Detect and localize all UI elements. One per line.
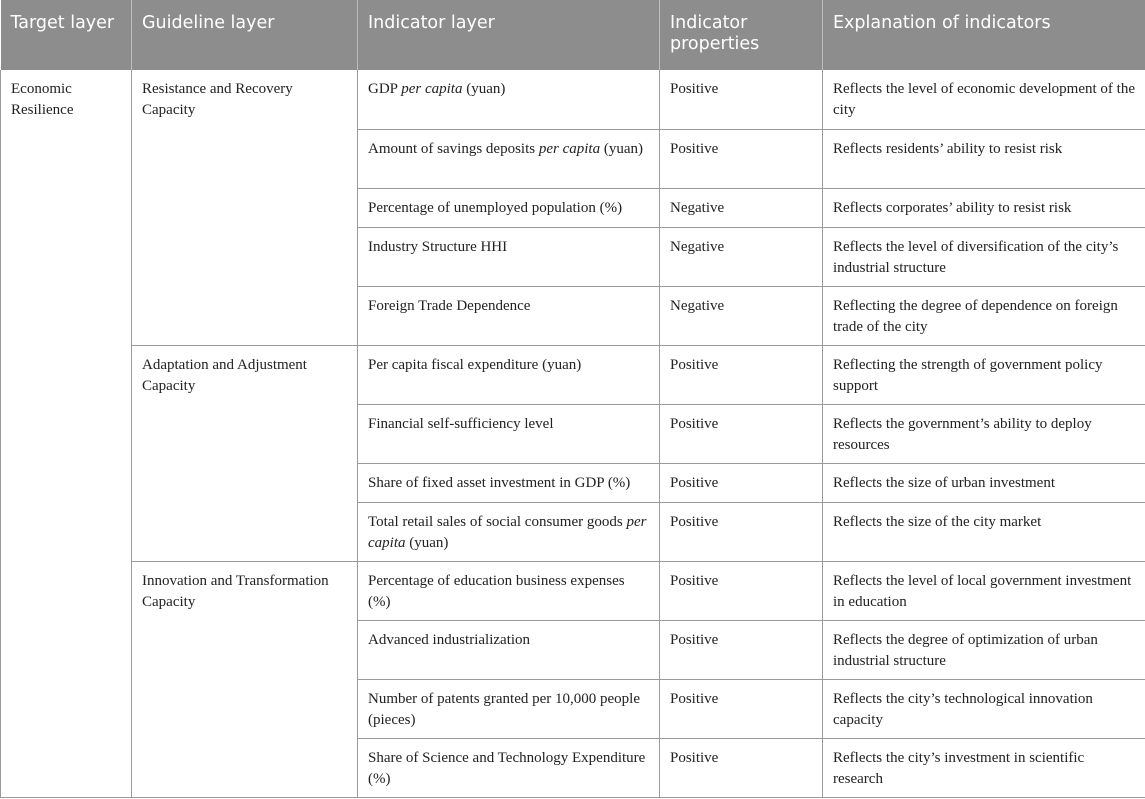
- indicator-cell: Share of fixed asset investment in GDP (%): [358, 463, 660, 502]
- property-cell: Positive: [660, 679, 823, 738]
- explanation-cell: Reflects the degree of optimization of urban industrial structure: [823, 620, 1145, 679]
- explanation-cell: Reflects residents’ ability to resist risk: [823, 129, 1145, 188]
- property-cell: Negative: [660, 188, 823, 227]
- indicator-cell: Financial self-sufficiency level: [358, 404, 660, 463]
- header-guideline-layer: Guideline layer: [132, 0, 358, 70]
- indicator-cell: Amount of savings deposits per capita (yuan): [358, 129, 660, 188]
- explanation-cell: Reflects corporates’ ability to resist risk: [823, 188, 1145, 227]
- property-cell: Negative: [660, 286, 823, 345]
- indicator-cell: Industry Structure HHI: [358, 227, 660, 286]
- header-explanation: Explanation of indicators: [823, 0, 1145, 70]
- explanation-cell: Reflects the city’s technological innovation capacity: [823, 679, 1145, 738]
- property-cell: Positive: [660, 502, 823, 561]
- explanation-cell: Reflects the level of economic development of the city: [823, 70, 1145, 129]
- indicator-cell: Share of Science and Technology Expenditure (%): [358, 738, 660, 797]
- property-cell: Positive: [660, 129, 823, 188]
- explanation-cell: Reflects the level of local government investment in education: [823, 561, 1145, 620]
- explanation-cell: Reflects the government’s ability to deploy resources: [823, 404, 1145, 463]
- header-target-layer: Target layer: [1, 0, 132, 70]
- property-cell: Positive: [660, 345, 823, 404]
- indicator-cell: Foreign Trade Dependence: [358, 286, 660, 345]
- property-cell: Positive: [660, 561, 823, 620]
- guideline-cell: Resistance and Recovery Capacity: [132, 70, 358, 345]
- table-row: [1, 561, 1145, 620]
- property-cell: Positive: [660, 620, 823, 679]
- header-indicator-layer: Indicator layer: [358, 0, 660, 70]
- explanation-cell: Reflects the size of urban investment: [823, 463, 1145, 502]
- property-cell: Negative: [660, 227, 823, 286]
- explanation-cell: Reflects the size of the city market: [823, 502, 1145, 561]
- property-cell: Positive: [660, 404, 823, 463]
- property-cell: Positive: [660, 70, 823, 129]
- explanation-cell: Reflects the city’s investment in scientific research: [823, 738, 1145, 797]
- explanation-cell: Reflecting the degree of dependence on foreign trade of the city: [823, 286, 1145, 345]
- indicator-cell: Percentage of unemployed population (%): [358, 188, 660, 227]
- indicator-cell: Advanced industrialization: [358, 620, 660, 679]
- table-row: [1, 70, 1145, 129]
- indicator-cell: Total retail sales of social consumer goods per capita (yuan): [358, 502, 660, 561]
- header-row: [1, 0, 1145, 70]
- explanation-cell: Reflects the level of diversification of the city’s industrial structure: [823, 227, 1145, 286]
- target-layer-cell: Economic Resilience: [1, 70, 132, 797]
- indicator-cell: GDP per capita (yuan): [358, 70, 660, 129]
- table-row: [1, 345, 1145, 404]
- indicator-cell: Number of patents granted per 10,000 people (pieces): [358, 679, 660, 738]
- guideline-cell: Innovation and Transformation Capacity: [132, 561, 358, 797]
- header-indicator-properties: Indicator properties: [660, 0, 823, 70]
- explanation-cell: Reflecting the strength of government policy support: [823, 345, 1145, 404]
- property-cell: Positive: [660, 463, 823, 502]
- indicator-cell: Percentage of education business expenses (%): [358, 561, 660, 620]
- guideline-cell: Adaptation and Adjustment Capacity: [132, 345, 358, 561]
- property-cell: Positive: [660, 738, 823, 797]
- indicator-cell: Per capita fiscal expenditure (yuan): [358, 345, 660, 404]
